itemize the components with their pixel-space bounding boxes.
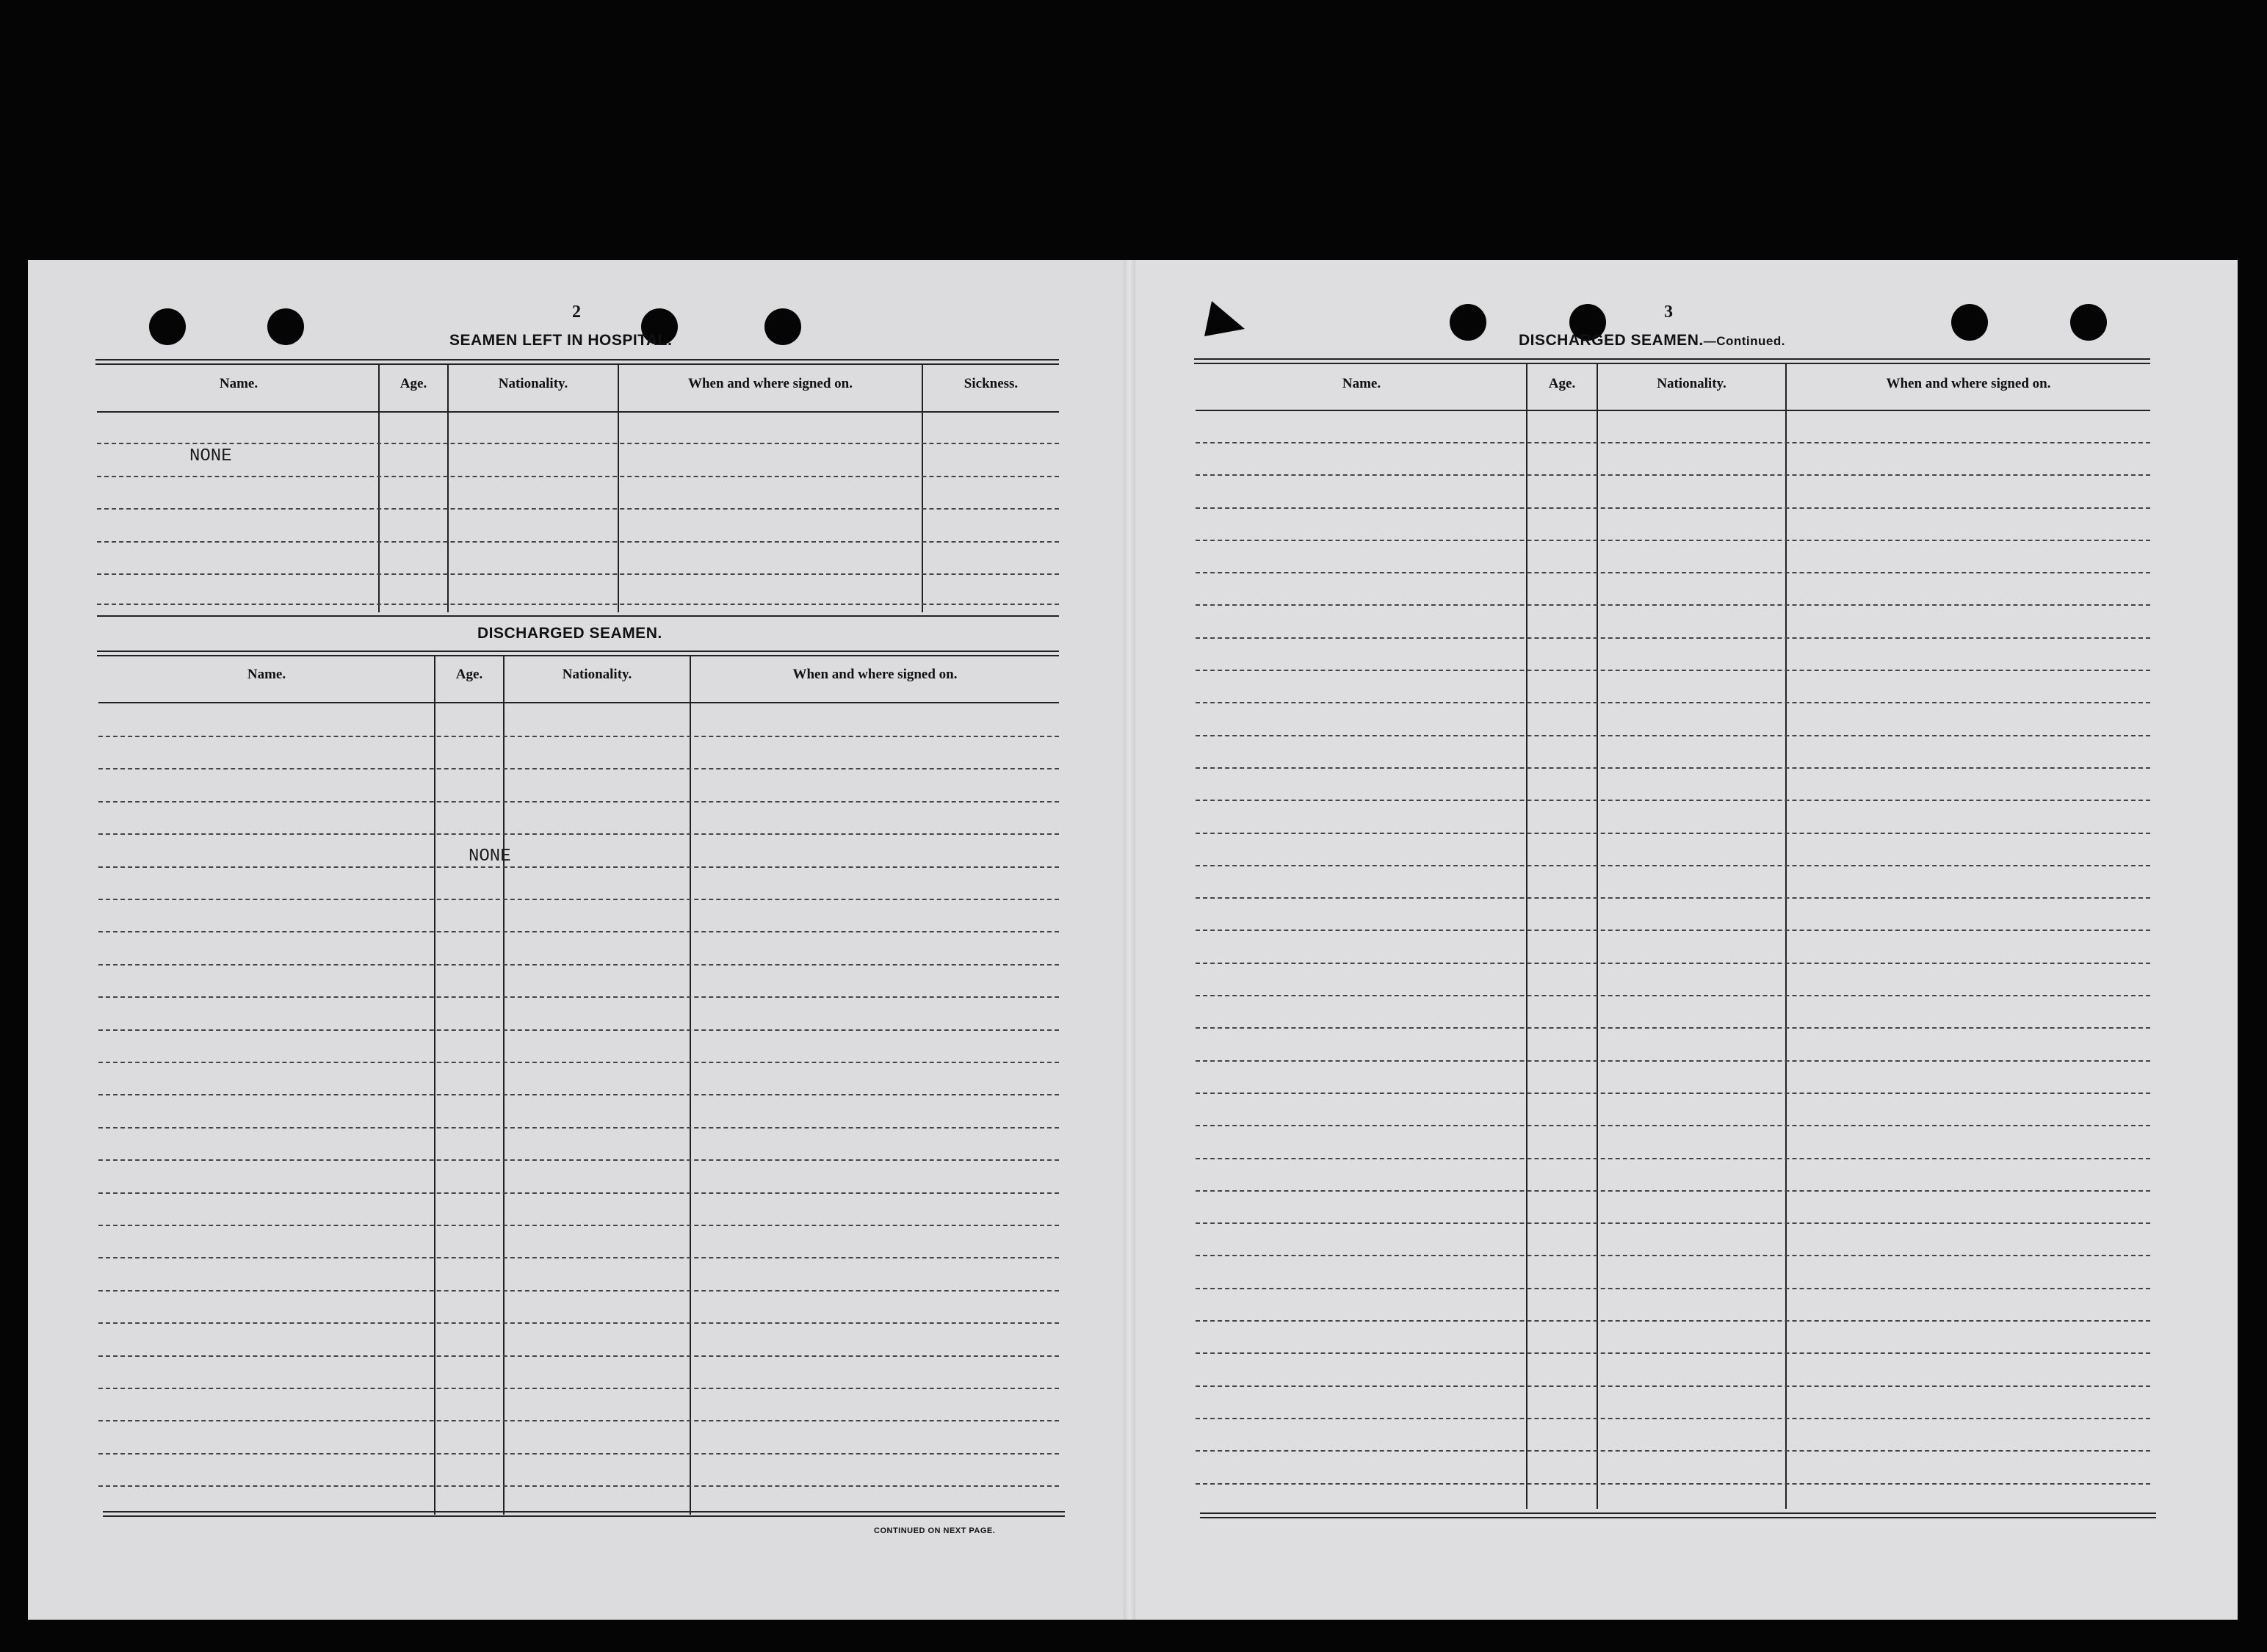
ruled-line — [98, 1159, 1059, 1161]
hospital-entry: NONE — [189, 446, 232, 466]
ruled-line — [1196, 1093, 2150, 1094]
ruled-line — [98, 996, 1059, 998]
ruled-line — [1196, 637, 2150, 639]
table-top-rule — [97, 651, 1059, 656]
header-underline — [98, 702, 1059, 703]
ruled-line — [1196, 735, 2150, 736]
ruled-line — [1196, 604, 2150, 606]
column-divider — [447, 364, 449, 612]
section-title-discharged-continued — [1519, 332, 1785, 349]
ruled-line — [1196, 540, 2150, 541]
ruled-line — [98, 801, 1059, 803]
table-top-rule — [95, 359, 1059, 365]
ruled-line — [98, 866, 1059, 868]
ruled-line — [1196, 963, 2150, 964]
punch-hole-icon — [2070, 304, 2107, 341]
page-number: 2 — [572, 302, 581, 322]
ruled-line — [97, 443, 1059, 444]
column-divider — [1785, 363, 1787, 1509]
col-header-signed-on: When and where signed on. — [687, 376, 853, 391]
page-fold — [1124, 260, 1135, 1620]
ruled-line — [1196, 507, 2150, 509]
ruled-line — [98, 1094, 1059, 1095]
header-underline — [1196, 410, 2150, 411]
punch-hole-icon — [1450, 304, 1486, 341]
ruled-line — [1196, 1288, 2150, 1289]
ruled-line — [98, 1225, 1059, 1226]
ruled-line — [1196, 1352, 2150, 1354]
ruled-line — [97, 604, 1059, 605]
continued-note: CONTINUED ON NEXT PAGE. — [874, 1526, 996, 1535]
section-title-discharged: DISCHARGED SEAMEN. — [477, 625, 662, 642]
col-header-name: Name. — [247, 667, 286, 682]
col-header-signed-on: When and where signed on. — [1886, 376, 2051, 391]
ruled-line — [98, 1420, 1059, 1421]
column-divider — [378, 364, 380, 612]
col-header-age: Age. — [399, 376, 427, 391]
ruled-line — [98, 1127, 1059, 1128]
ruled-line — [97, 541, 1059, 543]
ruled-line — [98, 1388, 1059, 1389]
col-header-name: Name. — [1342, 376, 1381, 391]
ruled-line — [98, 1453, 1059, 1454]
ruled-line — [1196, 1418, 2150, 1419]
header-underline — [97, 411, 1059, 413]
ruled-line — [97, 476, 1059, 477]
table-bottom-rule — [1200, 1512, 2156, 1518]
col-header-age: Age. — [1548, 376, 1576, 391]
torn-corner-icon — [1204, 301, 1248, 338]
ruled-line — [1196, 767, 2150, 769]
column-divider — [1597, 363, 1598, 1509]
column-divider — [618, 364, 619, 612]
ruled-line — [98, 833, 1059, 835]
col-header-name: Name. — [219, 376, 258, 391]
table-bottom-rule — [97, 615, 1059, 617]
column-divider — [1526, 363, 1527, 1509]
col-header-age: Age. — [455, 667, 483, 682]
ruled-line — [1196, 930, 2150, 931]
ruled-line — [1196, 1255, 2150, 1256]
ruled-line — [98, 1355, 1059, 1357]
continued-label: —Continued. — [1703, 334, 1785, 348]
page-number: 3 — [1664, 302, 1673, 322]
ruled-line — [1196, 1027, 2150, 1029]
ruled-line — [98, 899, 1059, 900]
ruled-line — [98, 931, 1059, 932]
ruled-line — [97, 508, 1059, 510]
ruled-line — [1196, 1483, 2150, 1485]
ruled-line — [98, 1485, 1059, 1487]
ruled-line — [1196, 1450, 2150, 1452]
ruled-line — [1196, 865, 2150, 866]
ruled-line — [1196, 702, 2150, 703]
ruled-line — [98, 1029, 1059, 1031]
ruled-line — [1196, 897, 2150, 899]
col-header-sickness: Sickness. — [963, 376, 1019, 391]
punch-hole-icon — [267, 308, 304, 345]
ruled-line — [1196, 1222, 2150, 1224]
ruled-line — [1196, 1125, 2150, 1126]
col-header-signed-on: When and where signed on. — [792, 667, 958, 682]
column-divider — [434, 656, 435, 1515]
ruled-line — [98, 1290, 1059, 1291]
ruled-line — [98, 1192, 1059, 1194]
punch-hole-icon — [149, 308, 186, 345]
col-header-nationality: Nationality. — [1657, 376, 1727, 391]
ruled-line — [98, 964, 1059, 966]
column-divider — [690, 656, 691, 1515]
column-divider — [503, 656, 505, 1515]
ruled-line — [1196, 995, 2150, 996]
right-page — [1126, 260, 2238, 1620]
table-top-rule — [1194, 358, 2150, 364]
ruled-line — [98, 1257, 1059, 1258]
ruled-line — [1196, 572, 2150, 573]
ruled-line — [1196, 474, 2150, 476]
column-divider — [922, 364, 923, 612]
ruled-line — [1196, 833, 2150, 834]
ruled-line — [1196, 1190, 2150, 1192]
ruled-line — [98, 1322, 1059, 1324]
ruled-line — [98, 1062, 1059, 1063]
ruled-line — [1196, 1158, 2150, 1159]
ruled-line — [1196, 1385, 2150, 1387]
ruled-line — [1196, 670, 2150, 671]
ruled-line — [1196, 442, 2150, 443]
ruled-line — [98, 768, 1059, 769]
ruled-line — [1196, 1320, 2150, 1322]
section-title-hospital: SEAMEN LEFT IN HOSPITAL. — [449, 332, 673, 349]
punch-hole-icon — [764, 308, 801, 345]
ruled-line — [97, 573, 1059, 575]
col-header-nationality: Nationality. — [498, 376, 568, 391]
col-header-nationality: Nationality. — [562, 667, 632, 682]
ruled-line — [1196, 800, 2150, 801]
punch-hole-icon — [1951, 304, 1988, 341]
table-bottom-rule — [103, 1511, 1065, 1517]
discharged-entry: NONE — [469, 847, 511, 866]
section-title-text: DISCHARGED SEAMEN. — [1519, 332, 1704, 349]
ruled-line — [98, 736, 1059, 737]
ruled-line — [1196, 1060, 2150, 1062]
